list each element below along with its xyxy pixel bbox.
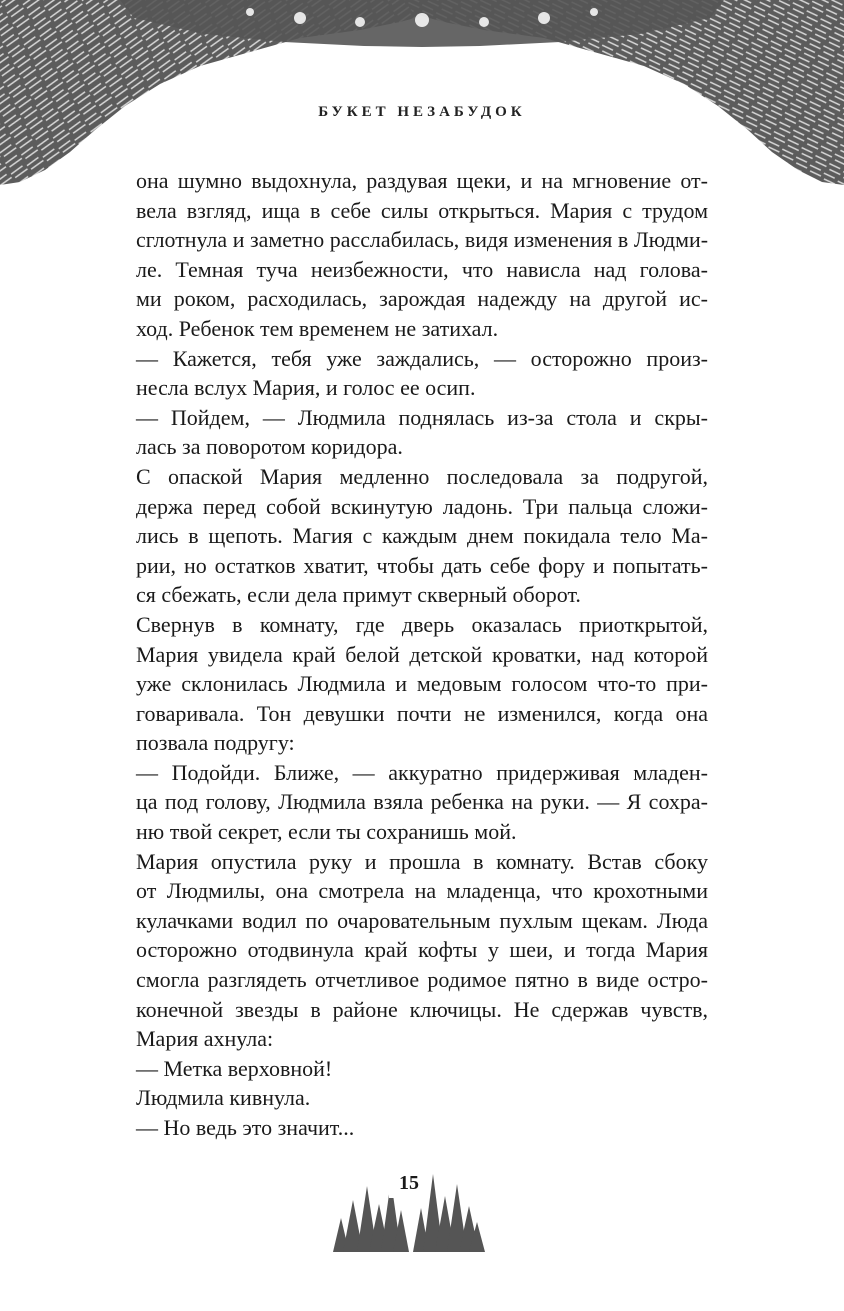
header-foliage-ornament [0,0,844,185]
text-line: лась за поворотом коридора. [136,434,403,460]
text-line: ле. Темная туча неизбежности, что нависла над голова- [136,256,708,282]
text-line: смогла разглядеть отчетливое родимое пятно в виде остро- [136,967,708,993]
text-line: — Но ведь это значит... [136,1115,355,1140]
text-line: она шумно выдохнула, раздувая щеки, и на мгновение от- [136,168,708,193]
text-line: уже склонилась Людмила и медовым голосом что-то при- [136,671,708,697]
text-line: Мария опустила руку и прошла в комнату. Встав сбоку [136,848,708,874]
text-line: — Метка верховной! [136,1055,333,1081]
text-line: говаривала. Тон девушки почти не изменился, когда она [136,700,708,726]
text-line: позвала подругу: [136,730,295,756]
text-line: ми роком, расходилась, зарождая надежду на другой ис- [136,286,708,312]
text-line: рии, но остатков хватит, чтобы дать себе фору и попытать- [136,552,708,578]
text-line: ход. Ребенок тем временем не затихал. [136,315,499,341]
text-line: держа перед собой вскинутую ладонь. Три пальца сложи- [136,493,708,519]
text-line: от Людмилы, она смотрела на младенца, что крохотными [136,878,708,904]
body-text [136,166,708,1143]
text-line: кулачками водил по очаровательным пухлым щекам. Люда [136,907,708,933]
text-line: ню твой секрет, если ты сохранишь мой. [136,819,517,845]
text-line: сглотнула и заметно расслабилась, видя изменения в Людми- [136,227,708,253]
text-line: — Подойди. Ближе, — аккуратно придерживая младен- [136,759,708,785]
text-line: лись в щепоть. Магия с каждым днем покидала тело Ма- [136,523,708,549]
text-line: — Пойдем, — Людмила поднялась из-за стола и скры- [136,404,708,430]
text-line: осторожно отодвинула край кофты у шеи, и тогда Мария [136,937,708,963]
running-title: БУКЕТ НЕЗАБУДОК [318,104,526,120]
text-line: несла вслух Мария, и голос ее осип. [136,375,476,401]
text-line: С опаской Мария медленно последовала за подругой, [136,463,708,489]
text-line: Мария ахнула: [136,1026,274,1052]
page-number: 15 [399,1172,419,1194]
text-line: конечной звезды в районе ключицы. Не сдержав чувств, [136,996,708,1022]
text-line: ся сбежать, если дела примут скверный оборот. [136,582,581,608]
text-line: Свернув в комнату, где дверь оказалась приоткрытой, [136,611,708,637]
text-line: Людмила кивнула. [136,1085,311,1111]
text-line: — Кажется, тебя уже заждались, — осторожно произ- [136,345,708,371]
text-line: Мария увидела край белой детской кроватки, над которой [136,641,708,667]
text-line: вела взгляд, ища в себе силы открыться. Мария с трудом [136,197,708,223]
text-line: ца под голову, Людмила взяла ребенка на руки. — Я сохра- [136,789,708,815]
